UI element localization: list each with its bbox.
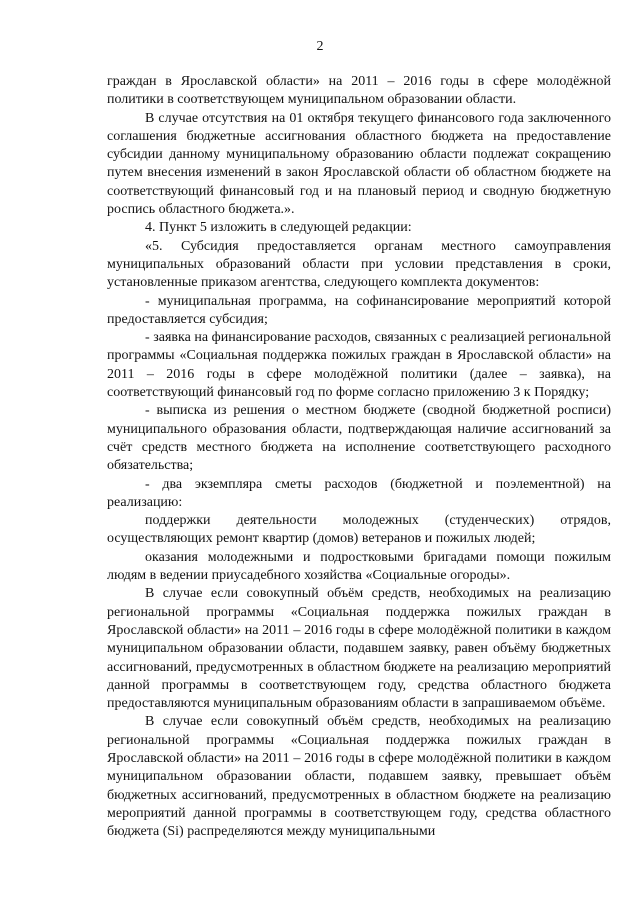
paragraph-item-4: 4. Пункт 5 изложить в следующей редакции: <box>145 220 412 236</box>
paragraph-equal-funding: В случае если совокупный объём средств, необходимых на реализацию региональной программы «Социальная поддержка пожилых граждан в Ярославской области» на 2011 – 2016 годы в сфере молодёжной политики в каждом муниципальном образовании области, подавшем заявку, равен объёму бюджетных ассигнований, предусмотренных в областном бюджете на реализацию мероприятий данной программы в соответствующем году, средства областного бюджета предоставляются муниципальным образованиям области в запрашиваемом объёме. <box>107 586 611 712</box>
list-item-cost-estimates: - два экземпляра сметы расходов (бюджетной и поэлементной) на реализацию: <box>107 476 611 510</box>
paragraph-social-gardens: оказания молодежными и подростковыми бригадами помощи пожилым людям в ведении приусадебного хозяйства «Социальные огороды». <box>107 549 611 584</box>
paragraph-excess-funding: В случае если совокупный объём средств, необходимых на реализацию региональной программы «Социальная поддержка пожилых граждан в Ярославской области» на 2011 – 2016 годы в сфере молодёжной политики в каждом муниципальном образовании области, подавшем заявку, превышает объём бюджетных ассигнований, предусмотренных в областном бюджете на реализацию мероприятий данной программы в соответствующем году, средства областного бюджета (Si) распределяются между муниципальными <box>107 714 611 840</box>
paragraph-subsidy-reduction: В случае отсутствия на 01 октября текущего финансового года заключенного соглашения бюджетные ассигнования областного бюджета на предоставление субсидии данному муниципальному образованию области подлежат сокращению путем внесения изменений в закон Ярославской области об областном бюджете на соответствующий финансовый год и на плановый период и сводную бюджетную роспись областного бюджета.». <box>107 110 611 218</box>
list-item-municipal-program: - муниципальная программа, на софинансирование мероприятий которой предоставляется субсидия; <box>107 293 611 327</box>
paragraph-continuation: граждан в Ярославской области» на 2011 – 2016 годы в сфере молодёжной политики в соответствующем муниципальном образовании области. <box>107 74 611 108</box>
page-number: 2 <box>316 39 324 54</box>
paragraph-item-5: «5. Субсидия предоставляется органам местного самоуправления муниципальных образований области при условии представления в сроки, установленные приказом агентства, следующего комплекта документов: <box>107 238 611 291</box>
paragraph-student-teams: поддержки деятельности молодежных (студенческих) отрядов, осуществляющих ремонт квартир (домов) ветеранов и пожилых людей; <box>107 513 611 547</box>
list-item-application: - заявка на финансирование расходов, связанных с реализацией региональной программы «Социальная поддержка пожилых граждан в Ярославской области» на 2011 – 2016 годы в сфере молодёжной политики (далее – заявка), на соответствующий финансовый год по форме согласно приложению 3 к Порядку; <box>107 330 611 401</box>
list-item-budget-extract: - выписка из решения о местном бюджете (сводной бюджетной росписи) муниципального образования области, подтверждающая наличие ассигнований за счёт средств местного бюджета на исполнение соответствующего расходного обязательства; <box>107 403 611 474</box>
document-body <box>107 73 611 841</box>
